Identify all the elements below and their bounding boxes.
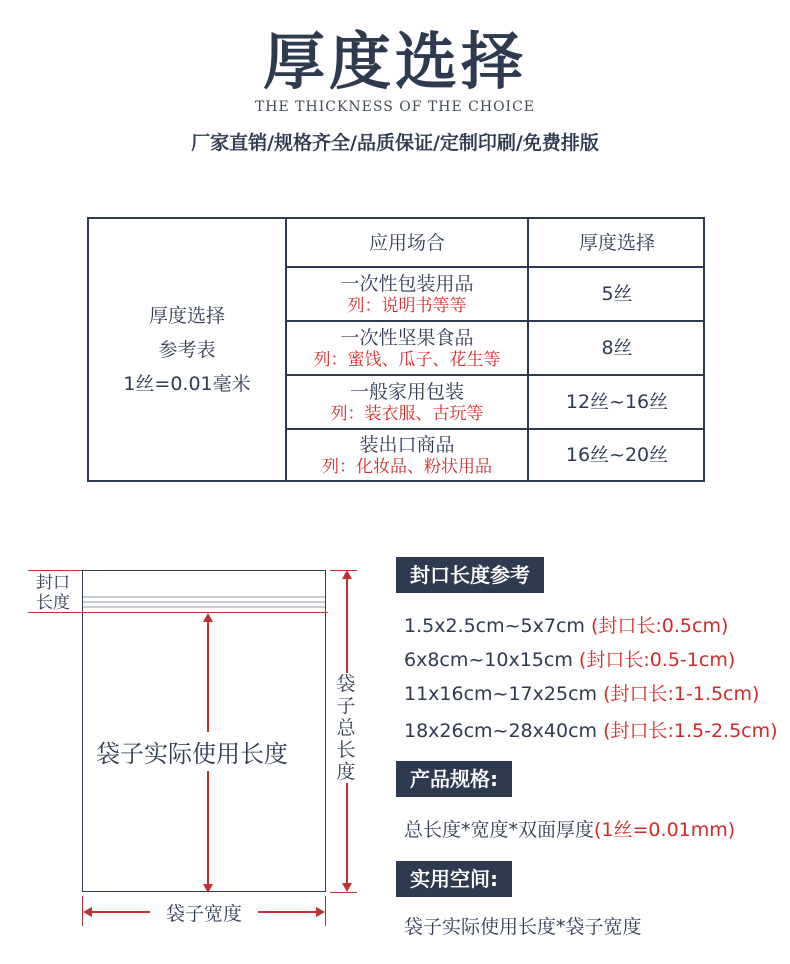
usage-example: 列：装衣服、古玩等 <box>330 404 484 424</box>
arrow-down-icon <box>342 883 352 892</box>
usable-space-header: 实用空间: <box>396 861 512 897</box>
width-label: 袋子宽度 <box>150 899 258 926</box>
usage-label: 一次性包装用品 <box>340 273 474 295</box>
column-header-thickness <box>529 219 705 266</box>
usable-length-label: 袋子实际使用长度 <box>96 732 288 771</box>
usage-label: 装出口商品 <box>359 434 455 456</box>
usage-example: 列：蜜饯、瓜子、花生等 <box>313 350 501 370</box>
thickness-value: 5丝 <box>601 283 633 305</box>
usage-example: 列：化妆品、粉状用品 <box>322 457 492 477</box>
seal-length-value: (封口长:1-1.5cm) <box>603 683 760 705</box>
usable-space-formula: 袋子实际使用长度*袋子宽度 <box>404 916 642 938</box>
arrow-down-icon <box>203 884 213 893</box>
seal-label-line: 长度 <box>36 593 70 613</box>
bag-size-range: 18x26cm~28x40cm <box>404 720 598 742</box>
column-header-usage <box>287 219 527 266</box>
seal-measure-line <box>28 612 328 613</box>
seal-length-value: (封口长:0.5cm) <box>590 615 729 637</box>
thickness-value: 16丝~20丝 <box>565 444 669 466</box>
thickness-table <box>87 217 705 482</box>
spec-formula: 总长度*宽度*双面厚度 <box>404 819 595 841</box>
table-row-usage <box>287 322 527 374</box>
bag-size-range: 1.5x2.5cm~5x7cm <box>404 615 585 637</box>
column-header-label: 应用场合 <box>368 231 445 254</box>
seal-length-value: (封口长:1.5-2.5cm) <box>603 720 778 742</box>
table-row-thickness <box>529 376 705 428</box>
thickness-value: 12丝~16丝 <box>565 391 669 413</box>
seal-row <box>404 645 735 672</box>
legend-line: 1丝=0.01毫米 <box>123 372 251 395</box>
arrow-left-icon <box>83 907 92 917</box>
table-row-thickness <box>529 430 705 480</box>
bag-size-range: 6x8cm~10x15cm <box>404 649 573 671</box>
page-subtitle-english: THE THICKNESS OF THE CHOICE <box>254 99 536 115</box>
usage-example: 列：说明书等等 <box>347 296 467 316</box>
zipper-line <box>83 596 325 598</box>
arrow-up-icon <box>342 570 352 579</box>
legend-line: 厚度选择 <box>148 304 225 327</box>
usage-label: 一般家用包装 <box>349 381 464 403</box>
table-row-thickness <box>529 322 705 374</box>
zipper-line <box>83 601 325 603</box>
total-length-label: 袋子总长度 <box>336 673 356 783</box>
bag-size-range: 11x16cm~17x25cm <box>404 683 598 705</box>
arrow-right-icon <box>316 907 325 917</box>
page-title: 厚度选择 <box>262 25 527 98</box>
table-row-usage <box>287 268 527 320</box>
seal-length-label <box>36 573 70 613</box>
product-spec-line <box>404 815 735 842</box>
legend-line: 参考表 <box>158 338 216 361</box>
column-header-label: 厚度选择 <box>578 231 655 254</box>
zipper-line <box>83 606 325 608</box>
product-spec-header: 产品规格: <box>396 761 512 797</box>
arrow-up-icon <box>203 613 213 622</box>
thickness-value: 8丝 <box>601 337 633 359</box>
table-row-thickness <box>529 268 705 320</box>
table-row-usage <box>287 430 527 480</box>
table-legend <box>89 219 285 480</box>
seal-measure-line <box>28 570 82 571</box>
seal-row <box>404 611 728 638</box>
spec-unit-note: (1丝=0.01mm) <box>594 819 736 841</box>
table-row-usage <box>287 376 527 428</box>
seal-row <box>404 679 759 706</box>
seal-row <box>404 716 778 743</box>
seal-length-header: 封口长度参考 <box>396 557 544 593</box>
usage-label: 一次性坚果食品 <box>340 327 474 349</box>
width-tick <box>325 896 326 926</box>
seal-length-value: (封口长:0.5-1cm) <box>578 649 736 671</box>
tagline: 厂家直销/规格齐全/品质保证/定制印刷/免费排版 <box>191 132 599 154</box>
total-length-tick <box>330 892 357 893</box>
seal-label-line: 封口 <box>36 573 70 593</box>
